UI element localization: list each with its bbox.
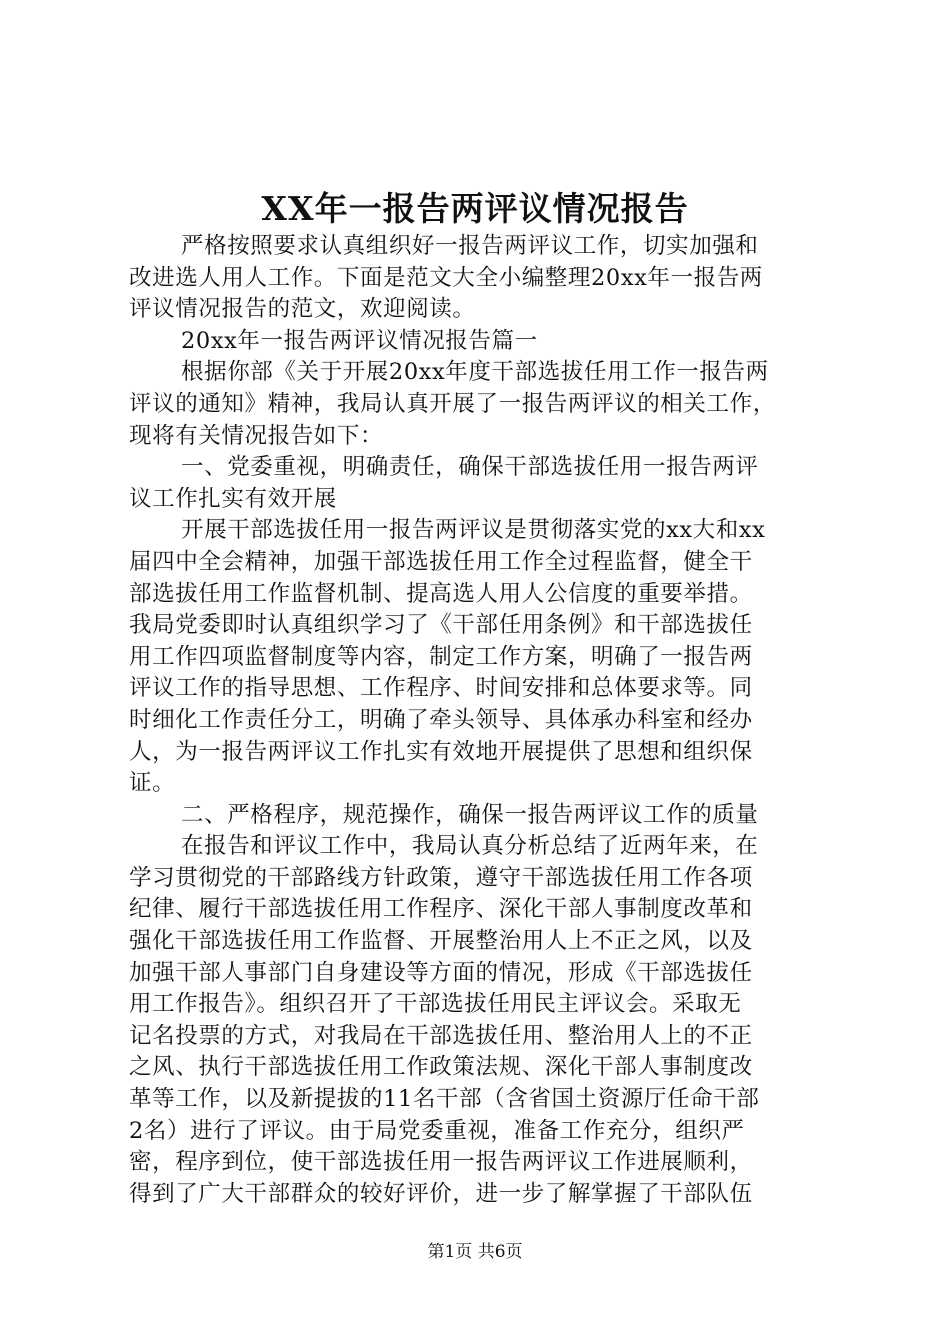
paragraph-line: 根据你部《关于开展20xx年度干部选拔任用工作一报告两 [181, 359, 769, 386]
paragraph-line: 密，程序到位，使干部选拔任用一报告两评议工作进展顺利， [129, 1149, 753, 1176]
paragraph-line: 得到了广大干部群众的较好评价，进一步了解掌握了干部队伍 [129, 1180, 753, 1207]
paragraph-line: 评议的通知》精神，我局认真开展了一报告两评议的相关工作， [129, 390, 776, 417]
paragraph-line: 用工作报告》。组织召开了干部选拔任用民主评议会。采取无 [129, 991, 742, 1018]
paragraph-line: 在报告和评议工作中，我局认真分析总结了近两年来，在 [181, 833, 759, 860]
paragraph-line: 我局党委即时认真组织学习了《干部任用条例》和干部选拔任 [129, 612, 753, 639]
paragraph-line: 届四中全会精神，加强干部选拔任用工作全过程监督，健全干 [129, 548, 753, 575]
paragraph-line: 用工作四项监督制度等内容，制定工作方案，明确了一报告两 [129, 643, 753, 670]
paragraph-line: 革等工作，以及新提拔的11名干部（含省国土资源厅任命干部 [129, 1086, 760, 1113]
paragraph-line: 人，为一报告两评议工作扎实有效地开展提供了思想和组织保 [129, 738, 753, 765]
paragraph-line: 时细化工作责任分工，明确了牵头领导、具体承办科室和经办 [129, 706, 753, 733]
section-heading: 二、严格程序，规范操作，确保一报告两评议工作的质量 [181, 801, 759, 828]
paragraph-line: 学习贯彻党的干部路线方针政策，遵守干部选拔任用工作各项 [129, 864, 753, 891]
paragraph-line: 开展干部选拔任用一报告两评议是贯彻落实党的xx大和xx [181, 517, 766, 544]
paragraph-line: 记名投票的方式，对我局在干部选拔任用、整治用人上的不正 [129, 1022, 753, 1049]
document-body [129, 231, 834, 1210]
paragraph-line: 严格按照要求认真组织好一报告两评议工作，切实加强和 [181, 233, 759, 259]
paragraph-line: 强化干部选拔任用工作监督、开展整治用人上不正之风，以及 [129, 928, 753, 955]
section-heading: 一、党委重视，明确责任，确保干部选拔任用一报告两评 [181, 454, 759, 481]
paragraph-line: 证。 [129, 770, 176, 797]
paragraph-line: 之风、执行干部选拔任用工作政策法规、深化干部人事制度改 [129, 1054, 753, 1081]
section-heading: 议工作扎实有效开展 [129, 485, 337, 512]
paragraph-line: 改进选人用人工作。下面是范文大全小编整理20xx年一报告两 [129, 264, 763, 291]
paragraph-line: 现将有关情况报告如下： [129, 422, 384, 449]
page-number: 第1页 共6页 [427, 1242, 523, 1262]
paragraph-line: 评议情况报告的范文，欢迎阅读。 [129, 296, 476, 323]
paragraph-line: 2名）进行了评议。由于局党委重视，准备工作充分，组织严 [129, 1117, 745, 1144]
document-title: XX年一报告两评议情况报告 [261, 189, 689, 228]
section-heading: 20xx年一报告两评议情况报告篇一 [181, 327, 538, 354]
paragraph-line: 纪律、履行干部选拔任用工作程序、深化干部人事制度改革和 [129, 896, 753, 923]
paragraph-line: 评议工作的指导思想、工作程序、时间安排和总体要求等。同 [129, 675, 753, 702]
paragraph-line: 部选拔任用工作监督机制、提高选人用人公信度的重要举措。 [129, 580, 753, 607]
paragraph-line: 加强干部人事部门自身建设等方面的情况，形成《干部选拔任 [129, 959, 753, 986]
